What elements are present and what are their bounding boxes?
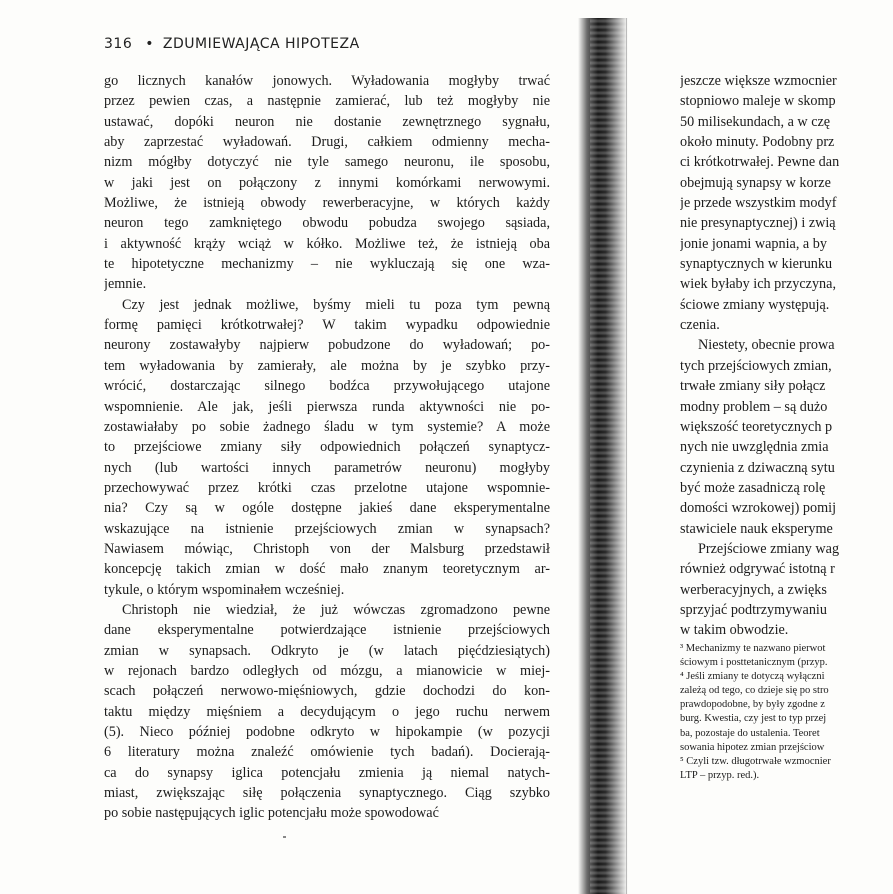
text-line: zostawiałaby po sobie żadnego śladu w tym systemie? A może bbox=[104, 418, 550, 435]
text-line: Przejściowe zmiany wag bbox=[698, 540, 840, 557]
text-line: nych nie uwzględnia zmia bbox=[680, 439, 829, 456]
text-line: aby zaprzestać wyładowań. Drugi, całkiem odmienny mecha- bbox=[104, 134, 550, 151]
text-line: nych (lub wartości innych parametrów neuronu) mogłyby bbox=[104, 459, 550, 476]
text-line: również odgrywać istotną r bbox=[680, 561, 835, 578]
text-line: około minuty. Podobny prz bbox=[680, 134, 835, 151]
footnotes bbox=[680, 642, 893, 783]
text-line: w rejonach bardzo odległych od mózgu, a mianowicie w miej- bbox=[104, 662, 550, 679]
text-line: nizm mógłby dotyczyć nie tyle samego neuronu, ile sposobu, bbox=[104, 154, 550, 171]
text-line: tem wyładowania by zamierały, ale można by je szybko przy- bbox=[104, 357, 550, 374]
footnote-line: ³ Mechanizmy te nazwano pierwot bbox=[680, 643, 826, 654]
text-line: obejmują synapsy w korze bbox=[680, 174, 831, 191]
text-line: przechowywać przez krótki czas przelotne utajone wspomnie- bbox=[104, 479, 550, 496]
text-line: Możliwe, że istnieją obwody rewerberacyjne, w których każdy bbox=[104, 195, 550, 212]
footnote-line: ściowym i posttetanicznym (przyp. bbox=[680, 657, 828, 669]
text-line: te hipotetyczne mechanizmy – nie wykluczają się one wza- bbox=[104, 256, 550, 273]
footnote-line: zależą od tego, co dzieje się po stro bbox=[680, 685, 829, 697]
text-line: stawiciele nauk eksperyme bbox=[680, 520, 833, 537]
text-line: czenia. bbox=[680, 317, 720, 334]
text-line: 50 milisekundach, a w czę bbox=[680, 113, 831, 130]
page-number: 316 bbox=[104, 36, 133, 52]
text-line: synaptycznych w kierunku bbox=[680, 256, 833, 273]
text-line: Nawiasem mówiąc, Christoph von der Malsburg przedstawił bbox=[104, 540, 550, 557]
text-line: jemnie. bbox=[104, 276, 147, 293]
text-line: jonie jonami wapnia, a by bbox=[680, 235, 827, 252]
footnote-line: sowania hipotez zmian przejściow bbox=[680, 741, 825, 753]
text-line: przez pewien czas, a następnie zamierać, lub też mogłyby nie bbox=[104, 93, 550, 110]
text-line: (5). Nieco później podobne odkryto w hipokampie (w pozycji bbox=[104, 724, 550, 740]
text-line: scach połączeń nerwowo-mięśniowych, gdzie dochodzi do kon- bbox=[104, 683, 550, 700]
text-line: je przede wszystkim modyf bbox=[680, 195, 837, 212]
text-line: Niestety, obecnie prowa bbox=[698, 337, 835, 354]
text-line: większość teoretycznych p bbox=[680, 418, 833, 435]
print-speck bbox=[283, 836, 286, 838]
footnote-line: LTP – przyp. red.). bbox=[680, 769, 760, 781]
text-line: werberacyjnych, a zwięks bbox=[680, 581, 827, 598]
footnote-line: prawdopodobne, by były zgodne z bbox=[680, 699, 825, 711]
text-line: tych przejściowych zmian, bbox=[680, 357, 832, 374]
text-line: w takim obwodzie. bbox=[680, 622, 789, 639]
page-edge bbox=[626, 18, 627, 894]
text-line: wspomnienie. Ale jak, jeśli pierwsza runda aktywności nie po- bbox=[104, 398, 550, 415]
text-line: Czy jest jednak możliwe, byśmy mieli tu poza tym pewną bbox=[122, 296, 550, 313]
text-line: zmian w synapsach. Odkryto je (w latach pięćdziesiątych) bbox=[104, 642, 550, 659]
footnote-line: ⁵ Czyli tzw. długotrwałe wzmocnier bbox=[680, 755, 831, 767]
right-page-text bbox=[680, 71, 893, 641]
text-line: formę pamięci krótkotrwałej? W takim wypadku odpowiednie bbox=[104, 317, 550, 334]
text-line: i aktywność krąży wciąż w kółko. Możliwe też, że istnieją oba bbox=[104, 235, 550, 252]
text-line: wiek byłaby ich przyczyna, bbox=[680, 276, 837, 293]
left-page-text bbox=[104, 71, 550, 824]
text-line: po sobie następujących iglic potencjału może spowodować bbox=[104, 805, 439, 822]
spine-texture bbox=[590, 18, 630, 894]
text-line: dane eksperymentalne potwierdzające istnienie przejściowych bbox=[104, 622, 550, 639]
text-line: 6 literatury można znaleźć omówienie tych badań). Docierają- bbox=[104, 744, 550, 761]
text-line: taktu między mięśniem a decydującym o jego ruchu nerwem bbox=[104, 703, 550, 720]
header-separator: • bbox=[145, 36, 154, 52]
text-line: to przejściowe zmiany siły odpowiednich połączeń synaptycz- bbox=[104, 439, 550, 456]
text-line: ściowe zmiany występują. bbox=[680, 296, 830, 313]
text-line: go licznych kanałów jonowych. Wyładowania mogłyby trwać bbox=[104, 73, 550, 89]
text-line: czynienia z dziwaczną sytu bbox=[680, 459, 835, 476]
text-line: w jaki jest on połączony z innymi komórkami nerwowymi. bbox=[104, 174, 550, 191]
text-line: wskazujące na istnienie przejściowych zmian w synapsach? bbox=[104, 520, 550, 537]
text-line: nia? Czy są w ogóle dostępne jakieś dane eksperymentalne bbox=[104, 500, 550, 517]
text-line: miast, zwiększając siłę połączenia synaptycznego. Ciąg szybko bbox=[104, 785, 550, 802]
text-line: koncepcję takich zmian w dość mało znanym teoretycznym ar- bbox=[104, 561, 550, 578]
text-line: ustawać, dopóki neuron nie dostanie zewnętrznego sygnału, bbox=[104, 113, 550, 130]
running-header bbox=[104, 36, 360, 52]
text-line: Christoph nie wiedział, że już wówczas zgromadzono pewne bbox=[122, 601, 550, 618]
text-line: wrócić, dostarczając silnego bodźca przywołującego utajone bbox=[104, 378, 550, 395]
text-line: tykule, o którym wspominałem wcześniej. bbox=[104, 581, 345, 598]
text-line: jeszcze większe wzmocnier bbox=[680, 73, 837, 89]
text-line: ca do synapsy iglica potencjału zmienia ją niemal natych- bbox=[104, 764, 550, 781]
text-line: sprzyjać podtrzymywaniu bbox=[680, 601, 827, 618]
chapter-title: ZDUMIEWAJĄCA HIPOTEZA bbox=[162, 36, 360, 52]
text-line: być może zasadniczą rolę bbox=[680, 479, 826, 496]
text-line: modny problem – są dużo bbox=[680, 398, 828, 415]
text-line: domości wzrokowej) pomij bbox=[680, 500, 837, 517]
text-line: neurony zostawałyby najpierw pobudzone do wyładowań; po- bbox=[104, 337, 550, 354]
footnote-line: ba, pozostaje do ustalenia. Teoret bbox=[680, 727, 820, 739]
text-line: stopniowo maleje w skomp bbox=[680, 93, 836, 110]
text-line: ci krótkotrwałej. Pewne dan bbox=[680, 154, 840, 171]
text-line: neuron tego zamkniętego obwodu pobudza swojego sąsiada, bbox=[104, 215, 550, 232]
text-line: trwałe zmiany siły połącz bbox=[680, 378, 826, 395]
text-line: nie presynaptycznej) i zwią bbox=[680, 215, 836, 232]
footnote-line: ⁴ Jeśli zmiany te dotyczą wyłączni bbox=[680, 671, 825, 683]
footnote-line: burg. Kwestia, czy jest to typ przej bbox=[680, 713, 827, 725]
